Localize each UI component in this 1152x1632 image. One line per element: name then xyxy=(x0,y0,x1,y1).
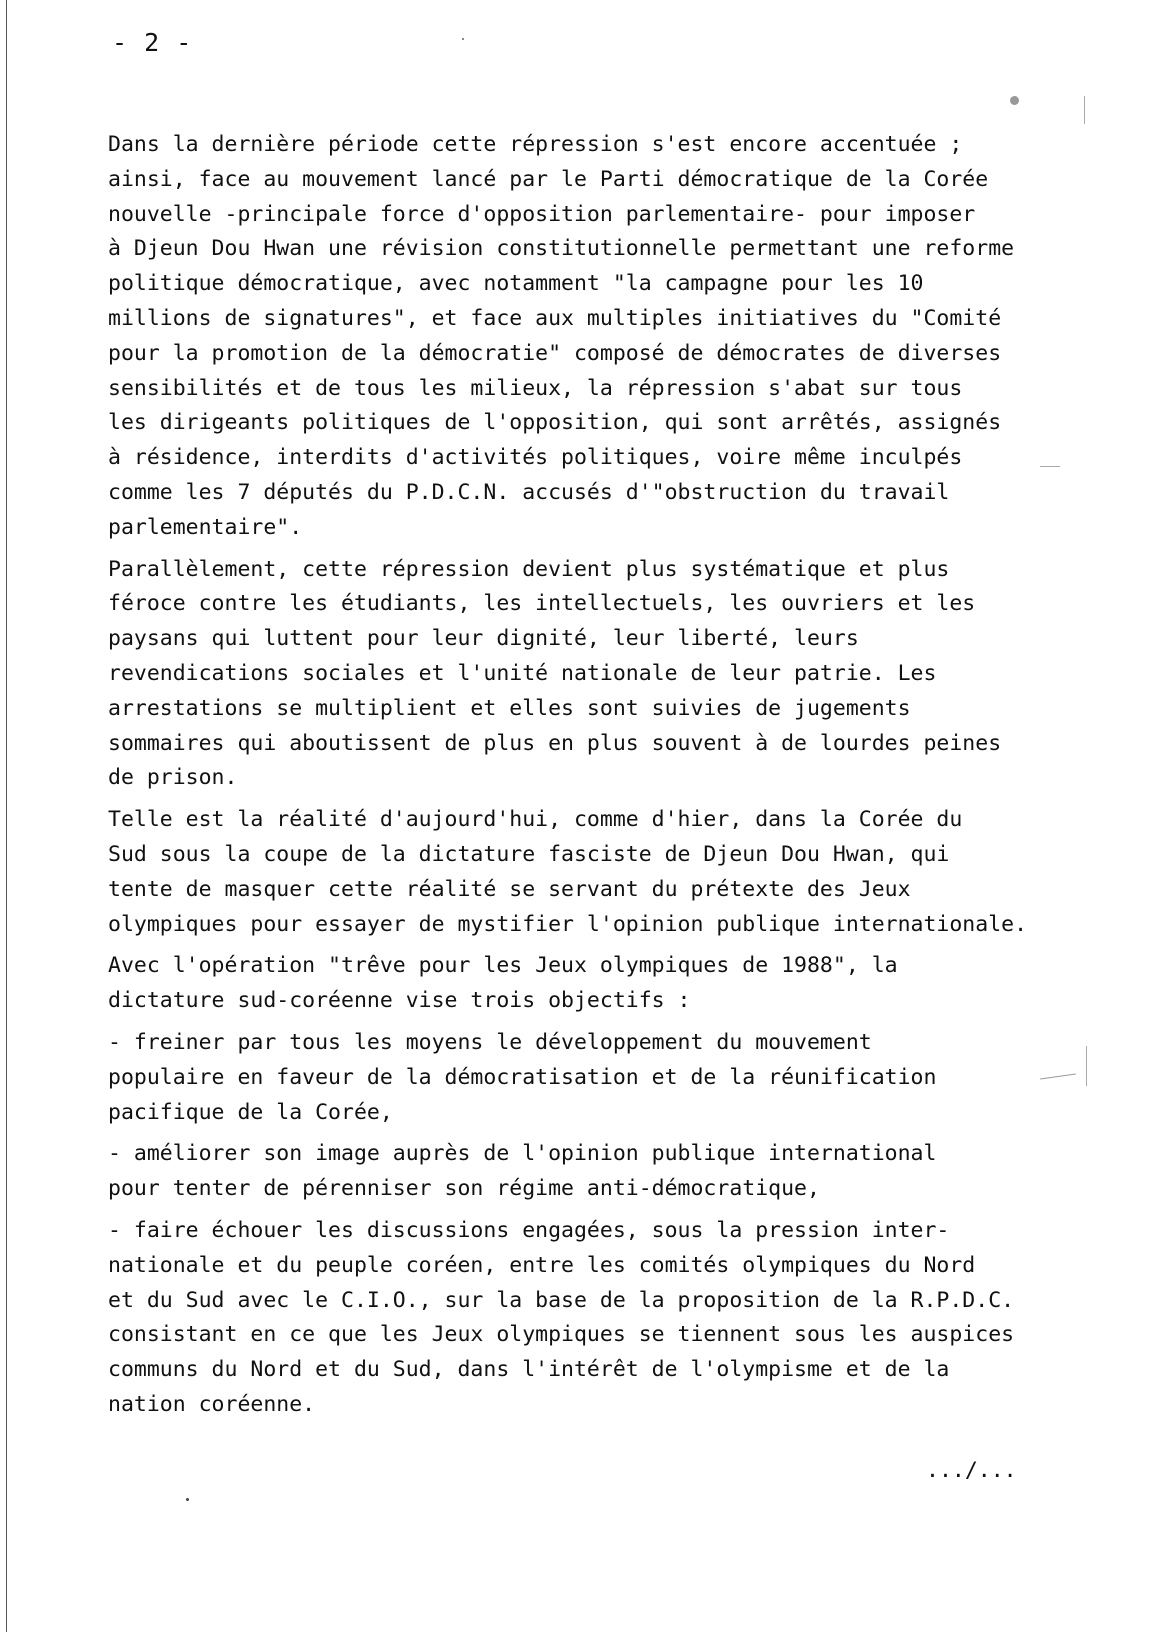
paragraph xyxy=(108,553,1108,797)
text-line: et du Sud avec le C.I.O., sur la base de la proposition de la R.P.D.C. xyxy=(108,1287,1015,1313)
paragraph xyxy=(108,949,1108,1019)
text-line: olympiques pour essayer de mystifier l'opinion publique internationale. xyxy=(108,911,1028,937)
text-line: pour tenter de pérenniser son régime anti-démocratique, xyxy=(108,1176,820,1202)
text-line: nouvelle -principale force d'opposition parlementaire- pour imposer xyxy=(108,201,976,227)
scan-speck xyxy=(462,38,464,40)
text-line: pacifique de la Corée, xyxy=(108,1099,393,1125)
text-line: dictature sud-coréenne vise trois objectifs : xyxy=(108,988,691,1014)
text-line: tente de masquer cette réalité se servant du prétexte des Jeux xyxy=(108,876,911,902)
scan-speck xyxy=(1010,96,1019,105)
text-line: Parallèlement, cette répression devient plus systématique et plus xyxy=(108,556,950,582)
continuation-mark: .../... xyxy=(926,1458,1017,1483)
paragraph xyxy=(108,803,1108,942)
text-line: de prison. xyxy=(108,765,238,791)
body-text xyxy=(108,128,1108,1430)
text-line: - freiner par tous les moyens le développement du mouvement xyxy=(108,1029,872,1055)
text-line: pour la promotion de la démocratie" composé de démocrates de diverses xyxy=(108,340,1002,366)
text-line: populaire en faveur de la démocratisation et de la réunification xyxy=(108,1064,937,1090)
text-line: revendications sociales et l'unité nationale de leur patrie. Les xyxy=(108,660,937,686)
text-line: à Djeun Dou Hwan une révision constitutionnelle permettant une reforme xyxy=(108,236,1015,262)
text-line: communs du Nord et du Sud, dans l'intérêt de l'olympisme et de la xyxy=(108,1357,950,1383)
paragraph xyxy=(108,128,1108,546)
page-left-edge xyxy=(6,0,7,1632)
text-line: consistant en ce que les Jeux olympiques se tiennent sous les auspices xyxy=(108,1322,1015,1348)
text-line: ainsi, face au mouvement lancé par le Parti démocratique de la Corée xyxy=(108,166,989,192)
text-line: - faire échouer les discussions engagées, sous la pression inter- xyxy=(108,1217,950,1243)
text-line: millions de signatures", et face aux multiples initiatives du "Comité xyxy=(108,305,1002,331)
text-line: politique démocratique, avec notamment "la campagne pour les 10 xyxy=(108,271,924,297)
text-line: Avec l'opération "trêve pour les Jeux olympiques de 1988", la xyxy=(108,953,898,979)
page-number: - 2 - xyxy=(112,28,193,57)
scan-speck xyxy=(186,1498,189,1501)
text-line: comme les 7 députés du P.D.C.N. accusés d'"obstruction du travail xyxy=(108,479,950,505)
paragraph xyxy=(108,1026,1108,1130)
text-line: paysans qui luttent pour leur dignité, leur liberté, leurs xyxy=(108,626,859,652)
text-line: à résidence, interdits d'activités politiques, voire même inculpés xyxy=(108,445,963,471)
paragraph xyxy=(108,1137,1108,1207)
text-line: Telle est la réalité d'aujourd'hui, comme d'hier, dans la Corée du xyxy=(108,807,963,833)
text-line: féroce contre les étudiants, les intellectuels, les ouvriers et les xyxy=(108,591,976,617)
text-line: - améliorer son image auprès de l'opinion publique international xyxy=(108,1141,937,1167)
paragraph xyxy=(108,1214,1108,1423)
text-line: nation coréenne. xyxy=(108,1391,316,1417)
text-line: sommaires qui aboutissent de plus en plus souvent à de lourdes peines xyxy=(108,730,1002,756)
text-line: Dans la dernière période cette répression s'est encore accentuée ; xyxy=(108,132,963,157)
text-line: nationale et du peuple coréen, entre les comités olympiques du Nord xyxy=(108,1252,976,1278)
text-line: les dirigeants politiques de l'opposition, qui sont arrêtés, assignés xyxy=(108,410,1002,436)
text-line: arrestations se multiplient et elles sont suivies de jugements xyxy=(108,695,911,721)
scan-speck xyxy=(1084,96,1085,124)
text-line: parlementaire". xyxy=(108,514,303,540)
text-line: Sud sous la coupe de la dictature fasciste de Djeun Dou Hwan, qui xyxy=(108,841,950,867)
text-line: sensibilités et de tous les milieux, la répression s'abat sur tous xyxy=(108,375,963,401)
